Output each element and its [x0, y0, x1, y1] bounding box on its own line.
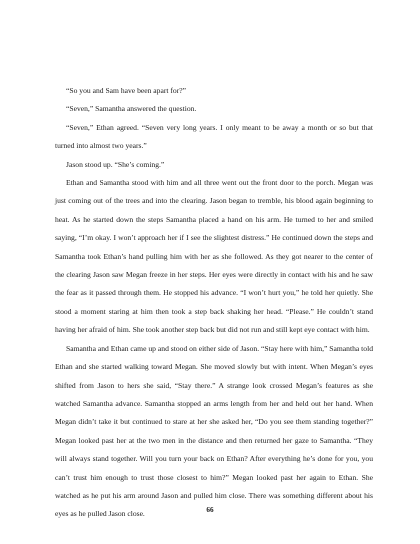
- paragraph: “Seven,” Samantha answered the question.: [66, 104, 197, 114]
- paragraph: Jason stood up. “She’s coming.”: [66, 159, 165, 169]
- paragraph: Ethan and Samantha stood with him and all three went out the front door to the porch. Megan was just coming out of the trees and into the clearing. Jason began to tremble, his blood again beginning to heat. As he started down the steps Samantha placed a hand on his arm. He turned to her and smiled saying, “I’m okay. I won’t approach her if I see the slightest distress.” He continued down the steps and Samantha took Ethan’s hand pulling him with her as she followed. As they got nearer to the center of the clearing Jason saw Megan freeze in her steps. Her eyes were directly in contact with his and he saw the fear as it passed through them. He stopped his advance. “I won’t hurt you,” he told her quietly. She stood a moment staring at him then took a step back shaking her head. “Please.” He couldn’t stand having her afraid of him. She took another step back but did not run and still kept eye contact with him.: [55, 178, 373, 335]
- paragraph: Samantha and Ethan came up and stood on either side of Jason. “Stay here with him,” Samantha told Ethan and she started walking toward Megan. She moved slowly but with intent. When Megan’s eyes shifted from Jason to hers she said, “Stay there.” A strange look crossed Megan’s features as she watched Samantha advance. Samantha stopped an arms length from her and held out her hand. When Megan didn’t take it but continued to stare at her she asked her, “Do you see them standing together?” Megan looked past her at the two men in the distance and then returned her gaze to Samantha. “They will always stand together. Will you turn your back on Ethan? After everything he’s done for you, you can’t trust him enough to trust those closest to him?” Megan looked past her again to Ethan. She watched as he put his arm around Jason and pulled him close. There was something different about his eyes as he pulled Jason close.: [55, 343, 373, 519]
- paragraph: “So you and Sam have been apart for?”: [66, 86, 186, 95]
- paragraph: “Seven,” Ethan agreed. “Seven very long years. I only meant to be away a month or so but that turned into almost two years.”: [55, 122, 373, 151]
- page-number: 66: [206, 506, 214, 514]
- body-text: [55, 82, 373, 524]
